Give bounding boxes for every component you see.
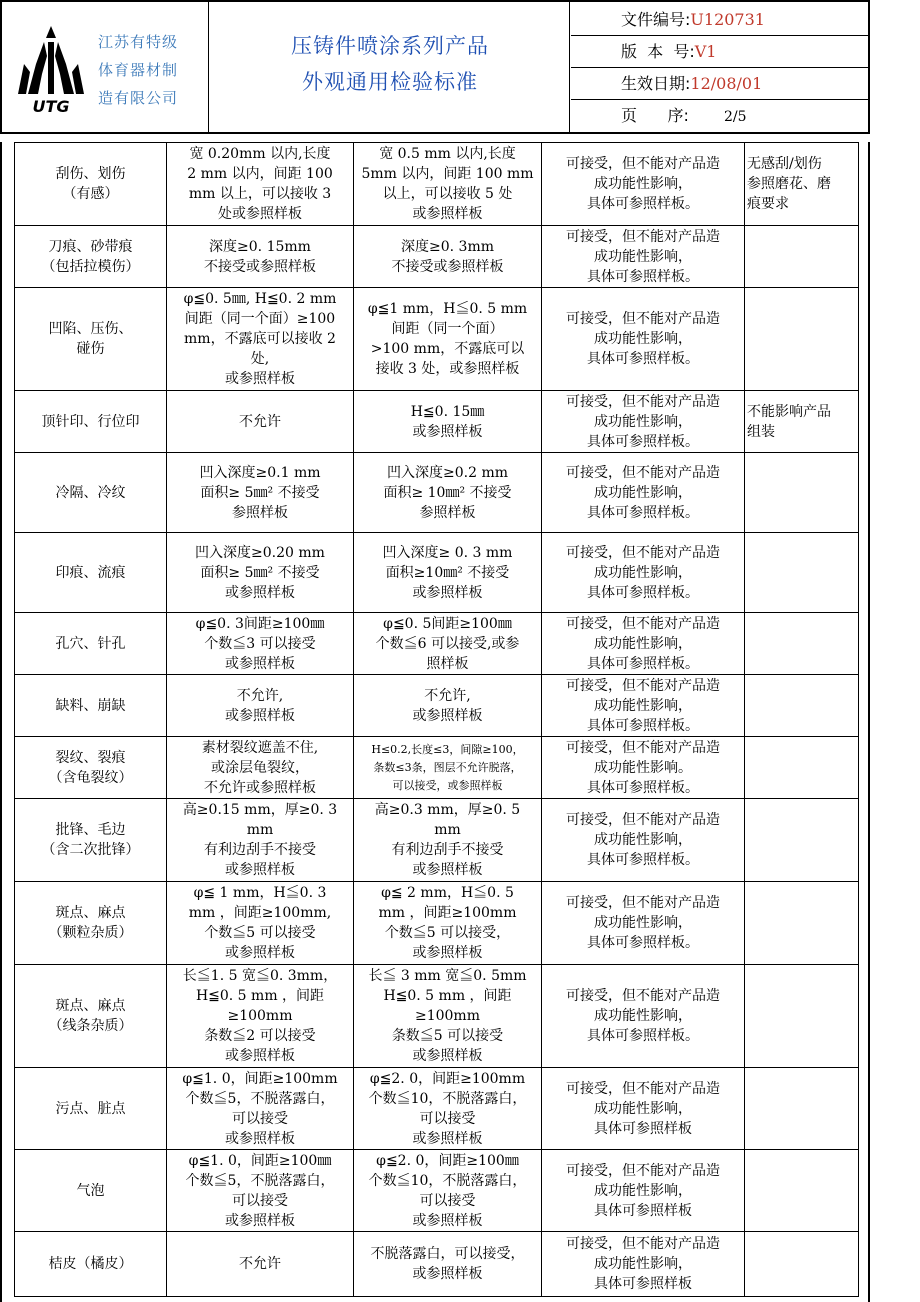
remark-cell [745,1150,859,1232]
defect-name-cell-line: 孔穴、针孔 [55,635,126,652]
acceptance-cell-line: 可接受，但不能对产品造 [566,677,720,694]
document-title [210,28,570,100]
standard-a-cell-line: 可以接受 [232,1192,288,1209]
standard-b-cell-line: 有利边刮手不接受 [391,842,504,858]
defect-name-cell-line: 污点、脏点 [55,1100,126,1117]
defect-name-cell-line: 桔皮（橘皮） [48,1256,133,1272]
standard-b-cell-line: 或参照样板 [412,206,483,222]
standard-b-cell-line: 可以接受 [419,1110,476,1127]
standard-b-cell-line: ≥100mm [414,1008,480,1024]
remark-cell [745,799,859,882]
standard-b-cell [354,288,542,391]
acceptance-cell-line: 可接受，但不能对产品造 [566,739,720,756]
standard-b-cell-line: 接收 3 处，或参照样板 [375,361,520,377]
standard-a-cell-line: 间距（同一个面）≥100 [184,311,336,327]
standard-a-cell-line: H≦0. 5 mm ，间距 [195,988,325,1004]
acceptance-cell [542,453,745,533]
acceptance-cell [542,288,745,391]
remark-cell-line: 不能影响产品 [747,403,831,420]
acceptance-cell-line: 可接受，但不能对产品造 [566,895,720,911]
remark-cell [745,391,859,453]
standard-b-cell [354,965,542,1068]
defect-name-cell-line: 批锋、毛边 [55,822,126,838]
title-line: 外观通用检验标准 [302,70,478,94]
acceptance-cell-line: 具体可参照样板。 [587,196,699,212]
standard-a-cell-line: 个数≦5，不脱落露白， [185,1172,335,1189]
defect-name-cell-line: 印痕、流痕 [55,564,126,581]
standard-a-cell-line: 或参照样板 [225,862,295,878]
acceptance-cell [542,675,745,737]
defect-name-cell [15,1068,167,1150]
remark-cell [745,1232,859,1297]
standard-a-cell [167,533,354,613]
standard-b-cell [354,1150,542,1232]
defect-name-cell-line: （含龟裂纹） [48,769,133,786]
acceptance-cell-line: 可接受，但不能对产品造 [566,228,720,245]
standard-b-cell-line: 深度≥0. 3mm [401,238,494,255]
remark-cell [745,613,859,675]
standard-b-cell-line: 凹入深度≥0.2 mm [387,464,508,481]
acceptance-cell [542,533,745,613]
acceptance-cell-line: 成功能性影响。 [594,759,692,776]
acceptance-cell [542,143,745,226]
acceptance-cell-line: 具体可参照样板。 [587,852,699,868]
remark-cell-line: 组装 [747,423,775,440]
standard-a-cell [167,882,354,965]
header-divider [208,2,209,132]
standard-b-cell-line: φ≦1 mm，H≦0. 5 mm [367,301,528,317]
effective-date-value: 12/08/01 [690,74,763,93]
standard-b-cell [354,737,542,799]
defect-name-cell-line: 斑点、麻点 [55,905,126,921]
standard-b-cell-line: H≦0. 15㎜ [410,403,485,420]
remark-cell [745,737,859,799]
defect-name-cell [15,453,167,533]
table-row [15,288,859,391]
defect-name-cell [15,1232,167,1297]
standard-b-cell [354,1068,542,1150]
page-label: 页 序: [621,106,689,125]
remark-cell-line: 无感刮/划伤 [747,156,822,172]
table-row [15,613,859,675]
standard-a-cell-line: 深度≥0. 15mm [209,238,311,255]
effective-date-row [571,68,870,100]
defect-name-cell [15,737,167,799]
remark-cell-line: 痕要求 [747,196,789,212]
standard-a-cell-line: 或涂层龟裂纹， [211,759,309,776]
defect-name-cell [15,613,167,675]
acceptance-cell-line: 成功能性影响， [594,413,692,430]
standard-b-cell-line: 个数≦5 可以接受， [384,925,511,941]
acceptance-cell-line: 成功能性影响， [594,176,692,192]
acceptance-cell-line: 成功能性影响， [594,484,692,501]
standard-b-cell-line: 或参照样板 [412,584,483,601]
standard-a-cell-line: ≥100mm [227,1008,293,1024]
standard-b-cell-line: 个数≦10，不脱落露白， [368,1172,527,1189]
defect-name-cell-line: 凹陷、压伤、 [48,321,133,337]
standard-b-cell-line: 不脱落露白，可以接受， [370,1246,525,1262]
remark-cell-line: 参照磨花、磨 [747,176,831,192]
standard-b-cell-line: φ≦0. 5间距≥100㎜ [383,615,512,632]
standard-a-cell [167,965,354,1068]
acceptance-cell [542,391,745,453]
standard-b-cell-line: 个数≦6 可以接受,或参 [375,635,520,652]
remark-cell [745,965,859,1068]
standard-a-cell-line: 或参照样板 [225,1130,295,1147]
table-row [15,143,859,226]
standard-a-cell-line: 或参照样板 [225,707,295,724]
standard-b-cell-line: 以上，可以接收 5 处 [382,186,513,202]
acceptance-cell-line: 具体可参照样板。 [587,584,699,601]
standard-b-cell-line: 宽 0.5 mm 以内,长度 [379,146,516,162]
defect-name-cell-line: 刀痕、砂带痕 [48,238,133,255]
standard-a-cell-line: 素材裂纹遮盖不住, [201,739,319,756]
remark-cell [745,675,859,737]
inspection-standard-table [14,142,859,1297]
defect-name-cell [15,675,167,737]
table-row [15,799,859,882]
remark-cell [745,288,859,391]
standard-b-cell [354,613,542,675]
defect-name-cell-line: （有感） [62,186,119,202]
defect-name-cell-line: （含二次批锋） [41,842,140,858]
company-name [98,28,198,112]
acceptance-cell-line: 可接受，但不能对产品造 [566,1162,720,1179]
defect-name-cell-line: 斑点、麻点 [55,998,126,1014]
standard-b-cell-line: 长≦ 3 mm 宽≦0. 5mm [368,968,527,984]
standard-b-cell-line: H≤0.2,长度≤3，间隙≥100， [371,742,524,756]
defect-name-cell [15,882,167,965]
acceptance-cell-line: 可接受，但不能对产品造 [566,615,720,632]
acceptance-cell-line: 成功能性影响， [594,331,692,347]
standard-a-cell-line: 个数≦3 可以接受 [204,635,316,652]
standard-a-cell-line: φ≦0. 3间距≥100㎜ [195,615,325,632]
standard-b-cell-line: φ≦2. 0，间距≥100㎜ [376,1152,519,1169]
standard-b-cell-line: 或参照样板 [412,1130,483,1147]
defect-name-cell [15,143,167,226]
acceptance-cell [542,613,745,675]
acceptance-cell-line: 可接受，但不能对产品造 [566,156,720,172]
acceptance-cell-line: 具体可参照样板。 [587,351,699,367]
acceptance-cell [542,799,745,882]
acceptance-cell-line: 成功能性影响， [594,1100,692,1117]
acceptance-cell [542,737,745,799]
company-line: 江苏有特级 [98,33,179,51]
remark-cell [745,226,859,288]
standard-a-cell-line: 2 mm 以内，间距 100 [187,166,333,182]
table-row [15,226,859,288]
standard-b-cell-line: >100 mm，不露底可以 [370,341,525,357]
table-row [15,882,859,965]
standard-a-cell-line: 不允许, [236,687,284,704]
standard-b-cell [354,1232,542,1297]
acceptance-cell [542,1232,745,1297]
standard-b-cell-line: 个数≦10，不脱落露白， [368,1090,527,1107]
table-row [15,1150,859,1232]
standard-a-cell-line: 参照样板 [232,504,288,521]
remark-cell [745,143,859,226]
standard-a-cell-line: 宽 0.20mm 以内,长度 [189,146,331,162]
standard-a-cell-line: 面积≥ 5㎜² 不接受 [200,484,320,501]
defect-name-cell [15,533,167,613]
standard-b-cell-line: 照样板 [426,655,469,672]
page-value: 2/5 [724,109,747,125]
standard-a-cell-line: 处, [250,351,270,367]
standard-a-cell-line: 或参照样板 [225,584,295,601]
acceptance-cell-line: 可接受，但不能对产品造 [566,544,720,561]
standard-b-cell-line: 5mm 以内，间距 100 mm [361,166,534,182]
standard-a-cell-line: 不允许 [239,413,281,430]
acceptance-cell-line: 成功能性影响， [594,1256,692,1272]
standard-a-cell [167,391,354,453]
standard-b-cell [354,799,542,882]
standard-a-cell-line: φ≦1. 0，间距≥100mm [182,1070,338,1087]
standard-a-cell [167,675,354,737]
remark-cell [745,1068,859,1150]
standard-b-cell-line: 或参照样板 [412,862,483,878]
standard-a-cell-line: 高≥0.15 mm，厚≥0. 3 [182,802,338,818]
defect-name-cell-line: 冷隔、冷纹 [55,484,126,501]
standard-a-cell-line: φ≦1. 0，间距≥100㎜ [188,1152,332,1169]
standard-a-cell-line: 条数≦2 可以接受 [204,1028,316,1044]
standard-a-cell-line: 或参照样板 [225,1048,295,1064]
acceptance-cell-line: 具体可参照样板 [594,1120,692,1137]
standard-a-cell-line: 或参照样板 [225,945,295,961]
table-row [15,1068,859,1150]
standard-a-cell-line: 长≦1. 5 宽≦0. 3mm， [182,968,338,984]
standard-a-cell-line: 或参照样板 [225,371,295,387]
table-row [15,737,859,799]
acceptance-cell-line: 具体可参照样板 [594,1202,692,1219]
defect-name-cell-line: 气泡 [76,1182,105,1199]
table-row [15,533,859,613]
effective-date-label: 生效日期: [621,74,691,93]
standard-a-cell-line: 不接受或参照样板 [204,258,316,275]
company-line: 体育器材制 [98,61,179,79]
standard-b-cell-line: 或参照样板 [412,1048,483,1064]
defect-name-cell [15,226,167,288]
standard-a-cell-line: mm 以上，可以接收 3 [188,186,332,202]
standard-a-cell-line: 个数≦5 可以接受 [204,925,316,941]
standard-a-cell [167,613,354,675]
standard-a-cell-line: φ≦0. 5㎜, H≦0. 2 mm [183,291,337,307]
standard-b-cell [354,391,542,453]
acceptance-cell-line: 具体可参照样板。 [587,655,699,672]
header-divider [569,2,570,132]
standard-b-cell-line: 凹入深度≥ 0. 3 mm [382,544,513,561]
standard-a-cell [167,1232,354,1297]
acceptance-cell-line: 可接受，但不能对产品造 [566,988,720,1004]
defect-name-cell-line: 刮伤、划伤 [55,166,126,182]
acceptance-cell-line: 成功能性影响， [594,1008,692,1024]
standard-a-cell-line: 个数≦5，不脱落露白， [185,1090,335,1107]
standard-b-cell-line: 或参照样板 [412,1212,483,1229]
standard-b-cell [354,533,542,613]
acceptance-cell [542,1150,745,1232]
acceptance-cell [542,882,745,965]
remark-cell [745,453,859,533]
table-row [15,965,859,1068]
acceptance-cell-line: 成功能性影响， [594,635,692,652]
acceptance-cell-line: 可接受，但不能对产品造 [566,1236,720,1252]
acceptance-cell-line: 成功能性影响， [594,915,692,931]
standard-a-cell-line: 或参照样板 [225,655,295,672]
utg-logo [14,24,88,116]
doc-number-value: U120731 [690,10,765,29]
standard-b-cell [354,226,542,288]
defect-name-cell-line: 碰伤 [76,341,105,357]
defect-name-cell-line: （包括拉模伤） [41,258,140,275]
table-row [15,675,859,737]
defect-name-cell-line: 缺料、崩缺 [55,697,126,714]
standard-a-cell-line: mm，不露底可以接收 2 [184,331,336,347]
remark-cell [745,882,859,965]
acceptance-cell [542,226,745,288]
acceptance-cell-line: 可接受，但不能对产品造 [566,812,720,828]
standard-b-cell-line: 面积≥10㎜² 不接受 [385,564,510,581]
standard-b-cell [354,453,542,533]
acceptance-cell-line: 具体可参照样板。 [587,268,699,285]
standard-b-cell-line: 高≥0.3 mm，厚≥0. 5 [374,802,521,818]
standard-b-cell-line: 面积≥ 10㎜² 不接受 [383,484,512,501]
acceptance-cell-line: 成功能性影响， [594,248,692,265]
standard-a-cell-line: 处或参照样板 [218,206,302,222]
defect-name-cell-line: 裂纹、裂痕 [55,749,126,766]
acceptance-cell-line: 成功能性影响， [594,564,692,581]
table-row [15,453,859,533]
acceptance-cell-line: 可接受，但不能对产品造 [566,311,720,327]
standard-b-cell-line: 可以接受 [419,1192,476,1209]
standard-b-cell-line: mm ，间距≥100mm [378,905,517,921]
standard-b-cell-line: 或参照样板 [412,707,483,724]
standard-b-cell [354,675,542,737]
standard-b-cell-line: H≦0. 5 mm ，间距 [383,988,512,1004]
standard-b-cell-line: 条数≤3条，图层不允许脱落， [373,760,522,774]
defect-name-cell [15,391,167,453]
table-row [15,1232,859,1297]
standard-a-cell [167,226,354,288]
standard-a-cell [167,799,354,882]
standard-b-cell [354,143,542,226]
doc-number-label: 文件编号: [621,10,691,29]
acceptance-cell-line: 成功能性影响， [594,832,692,848]
standard-a-cell-line: 不允许或参照样板 [204,779,316,796]
standard-a-cell [167,288,354,391]
version-label: 版 本 号: [621,42,695,61]
defect-name-cell-line: （线条杂质） [48,1018,133,1034]
standard-a-cell-line: 或参照样板 [225,1212,295,1229]
defect-name-cell [15,1150,167,1232]
standard-b-cell-line: φ≦ 2 mm，H≦0. 5 [381,885,514,901]
acceptance-cell-line: 成功能性影响， [594,1182,692,1199]
acceptance-cell-line: 具体可参照样板。 [587,433,699,450]
version-value: V1 [694,42,717,61]
version-row [571,36,870,68]
acceptance-cell-line: 具体可参照样板。 [587,1028,699,1044]
table-row [15,391,859,453]
standard-a-cell [167,737,354,799]
standard-b-cell-line: 不接受或参照样板 [391,258,504,275]
standard-a-cell-line: 不允许 [239,1256,281,1272]
standard-b-cell-line: mm [434,822,461,838]
standard-a-cell-line: 面积≥ 5㎜² 不接受 [200,564,320,581]
document-meta [571,2,870,132]
acceptance-cell-line: 可接受，但不能对产品造 [566,464,720,481]
standard-a-cell-line: 可以接受 [232,1110,288,1127]
remark-cell [745,533,859,613]
standard-b-cell-line: 参照样板 [419,504,476,521]
defect-name-cell [15,965,167,1068]
standard-a-cell-line: φ≦ 1 mm，H≦0. 3 [193,885,327,901]
acceptance-cell-line: 具体可参照样板。 [587,717,699,734]
acceptance-cell-line: 具体可参照样板。 [587,504,699,521]
title-line: 压铸件喷涂系列产品 [291,34,489,58]
standard-b-cell-line: φ≦2. 0，间距≥100mm [369,1070,526,1087]
acceptance-cell-line: 具体可参照样板 [594,1276,692,1292]
acceptance-cell-line: 具体可参照样板。 [587,779,699,796]
standard-a-cell-line: 有利边刮手不接受 [204,842,316,858]
acceptance-cell-line: 可接受，但不能对产品造 [566,1080,720,1097]
acceptance-cell-line: 成功能性影响， [594,697,692,714]
logo-text: UTG [32,97,70,116]
standard-b-cell-line: 条数≦5 可以接受 [391,1028,504,1044]
standard-a-cell-line: 凹入深度≥0.1 mm [199,464,321,481]
standard-a-cell [167,1068,354,1150]
standard-b-cell [354,882,542,965]
document-header [0,0,870,134]
standard-a-cell-line: 凹入深度≥0.20 mm [195,544,325,561]
company-line: 造有限公司 [98,89,179,107]
standard-b-cell-line: 或参照样板 [412,423,483,440]
standard-a-cell-line: mm [246,822,274,838]
standard-a-cell [167,1150,354,1232]
standard-b-cell-line: 不允许, [424,687,471,704]
standard-a-cell-line: mm ，间距≥100mm, [188,905,332,921]
defect-name-cell-line: （颗粒杂质） [48,925,133,941]
page-row [571,100,870,132]
standard-a-cell [167,453,354,533]
standard-b-cell-line: 或参照样板 [412,945,483,961]
acceptance-cell [542,1068,745,1150]
defect-name-cell [15,799,167,882]
standard-b-cell-line: 可以接受，或参照样板 [392,778,503,792]
acceptance-cell [542,965,745,1068]
standard-a-cell [167,143,354,226]
acceptance-cell-line: 可接受，但不能对产品造 [566,393,720,410]
acceptance-cell-line: 具体可参照样板。 [587,935,699,951]
doc-number-row [571,4,870,36]
defect-name-cell [15,288,167,391]
standard-b-cell-line: 或参照样板 [412,1266,483,1282]
defect-name-cell-line: 顶针印、行位印 [41,413,140,430]
standard-b-cell-line: 间距（同一个面） [391,321,504,337]
